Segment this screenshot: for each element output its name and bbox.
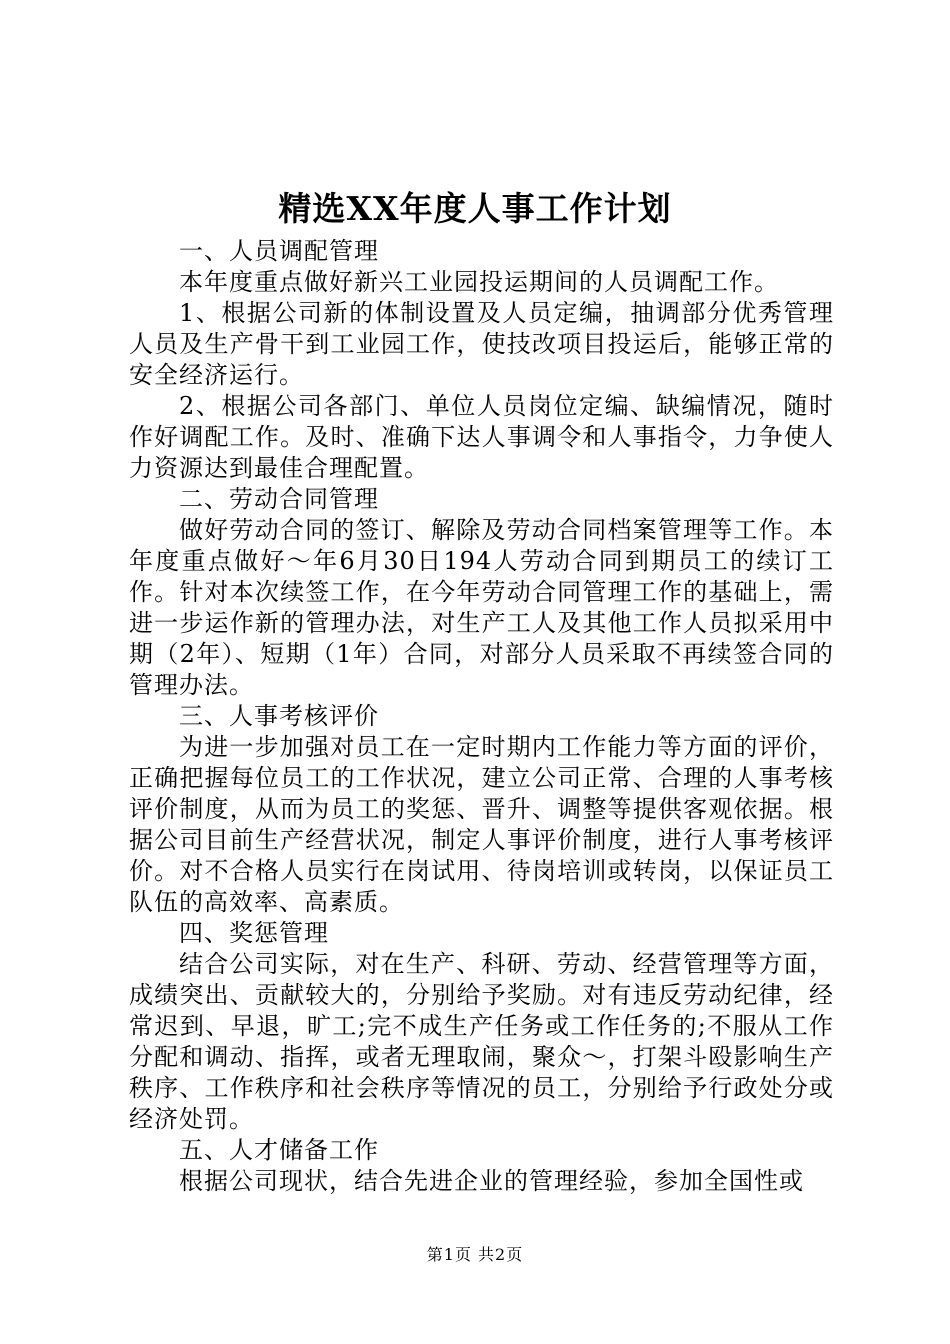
document-title: 精选XX年度人事工作计划 — [278, 189, 672, 228]
section-heading-3: 三、人事考核评价 — [179, 702, 379, 730]
paragraph: 本年度重点做好新兴工业园投运期间的人员调配工作。 — [179, 268, 779, 296]
paragraph: 为进一步加强对员工在一定时期内工作能力等方面的评价，正确把握每位员工的工作状况，建立公司正常、合理的人事考核评价制度，从而为员工的奖惩、晋升、调整等提供客观依据。根据公司目前生产经营状况，制定人事评价制度，进行人事考核评价。对不合格人员实行在岗试用、待岗培训或转岗，以保证员工队伍的高效率、高素质。 — [129, 733, 834, 916]
paragraph: 2、根据公司各部门、单位人员岗位定编、缺编情况，随时作好调配工作。及时、准确下达人事调令和人事指令，力争使人力资源达到最佳合理配置。 — [129, 392, 834, 482]
section-heading-4: 四、奖惩管理 — [179, 919, 329, 947]
paragraph: 做好劳动合同的签订、解除及劳动合同档案管理等工作。本年度重点做好～年6月30日194人劳动合同到期员工的续订工作。针对本次续签工作，在今年劳动合同管理工作的基础上，需进一步运作新的管理办法，对生产工人及其他工作人员拟采用中期（2年）、短期（1年）合同，对部分人员采取不再续签合同的管理办法。 — [129, 516, 834, 699]
document-body — [129, 236, 834, 1197]
paragraph: 结合公司实际，对在生产、科研、劳动、经营管理等方面，成绩突出、贡献较大的，分别给予奖励。对有违反劳动纪律，经常迟到、早退，旷工;完不成生产任务或工作任务的;不服从工作分配和调动、指挥，或者无理取闹，聚众～，打架斗殴影响生产秩序、工作秩序和社会秩序等情况的员工，分别给予行政处分或经济处罚。 — [129, 950, 834, 1133]
paragraph: 根据公司现状，结合先进企业的管理经验，参加全国性或 — [179, 1167, 804, 1195]
section-heading-2: 二、劳动合同管理 — [179, 485, 379, 513]
paragraph: 1、根据公司新的体制设置及人员定编，抽调部分优秀管理人员及生产骨干到工业园工作，使技改项目投运后，能够正常的安全经济运行。 — [129, 299, 834, 389]
page-footer: 第1页 共2页 — [426, 1245, 524, 1264]
section-heading-5: 五、人才储备工作 — [179, 1136, 379, 1164]
section-heading-1: 一、人员调配管理 — [179, 237, 379, 265]
